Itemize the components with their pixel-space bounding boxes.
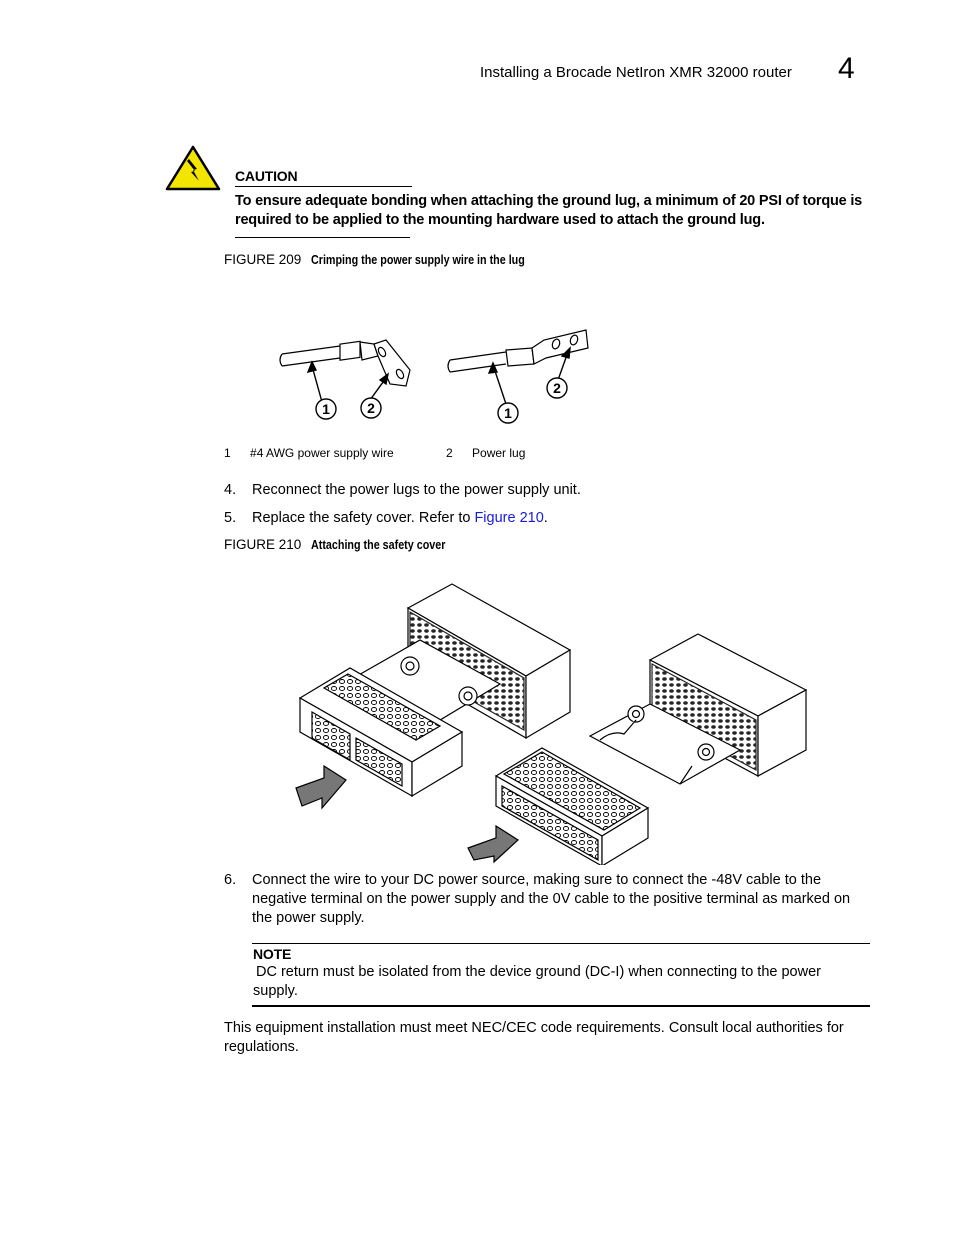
callout-1-right: 1 [504, 405, 512, 421]
callout-circles [316, 378, 567, 423]
figure-210-caption [224, 537, 468, 552]
note-label: NOTE [253, 946, 292, 962]
caution-bottom-rule [235, 237, 410, 238]
electrical-hazard-icon [165, 145, 221, 191]
safety-cover-right [496, 748, 648, 865]
figure-210-title: Attaching the safety cover [311, 538, 446, 552]
caution-top-rule [235, 186, 412, 187]
legend-number: 2 [446, 446, 453, 460]
caution-text: To ensure adequate bonding when attaching the ground lug, a minimum of 20 PSI of torque is required to be applied to the mounting hardware used to attach the ground lug. [235, 193, 863, 228]
step-number: 5. [224, 510, 237, 526]
step-text [252, 509, 872, 528]
insert-arrow-left [296, 766, 346, 808]
wire-with-bent-lug [280, 340, 410, 386]
callout-2-left: 2 [367, 400, 375, 416]
running-header: Installing a Brocade NetIron XMR 32000 router [480, 64, 792, 81]
callout-1-left: 1 [322, 401, 330, 417]
insert-arrow-right [468, 826, 518, 862]
chapter-number: 4 [838, 52, 855, 85]
power-supply-right [590, 634, 806, 784]
legend-item-1 [224, 446, 394, 460]
legend-text: #4 AWG power supply wire [250, 446, 394, 460]
step-text: Connect the wire to your DC power source, making sure to connect the -48V cable to the negative terminal on the power supply and the 0V cable to the positive terminal as marked on the power supply. [252, 872, 851, 926]
figure-210-illustration [290, 580, 820, 865]
legend-text: Power lug [472, 446, 526, 460]
step-text-before: Replace the safety cover. Refer to [252, 510, 475, 526]
figure-209-illustration [270, 320, 610, 430]
note-bottom-rule [252, 1005, 870, 1007]
figure-209-caption [224, 252, 560, 267]
figure-209-title: Crimping the power supply wire in the lug [311, 253, 526, 267]
figure-210-number: FIGURE 210 [224, 537, 302, 552]
step-text-after: . [543, 510, 548, 526]
note-top-rule [252, 943, 870, 944]
caution-label: CAUTION [235, 168, 298, 184]
body-paragraph: This equipment installation must meet NEC/CEC code requirements. Consult local authorities for regulations. [224, 1020, 844, 1055]
step-text: Reconnect the power lugs to the power supply unit. [252, 482, 581, 498]
legend-item-2 [446, 446, 525, 460]
callout-2-right: 2 [553, 380, 561, 396]
step-number: 4. [224, 482, 237, 498]
step-number: 6. [224, 872, 237, 888]
figure-210-link[interactable]: Figure 210 [474, 510, 544, 526]
legend-number: 1 [224, 446, 231, 460]
note-text: DC return must be isolated from the device ground (DC-I) when connecting to the power supply. [253, 964, 821, 999]
figure-209-number: FIGURE 209 [224, 252, 302, 267]
